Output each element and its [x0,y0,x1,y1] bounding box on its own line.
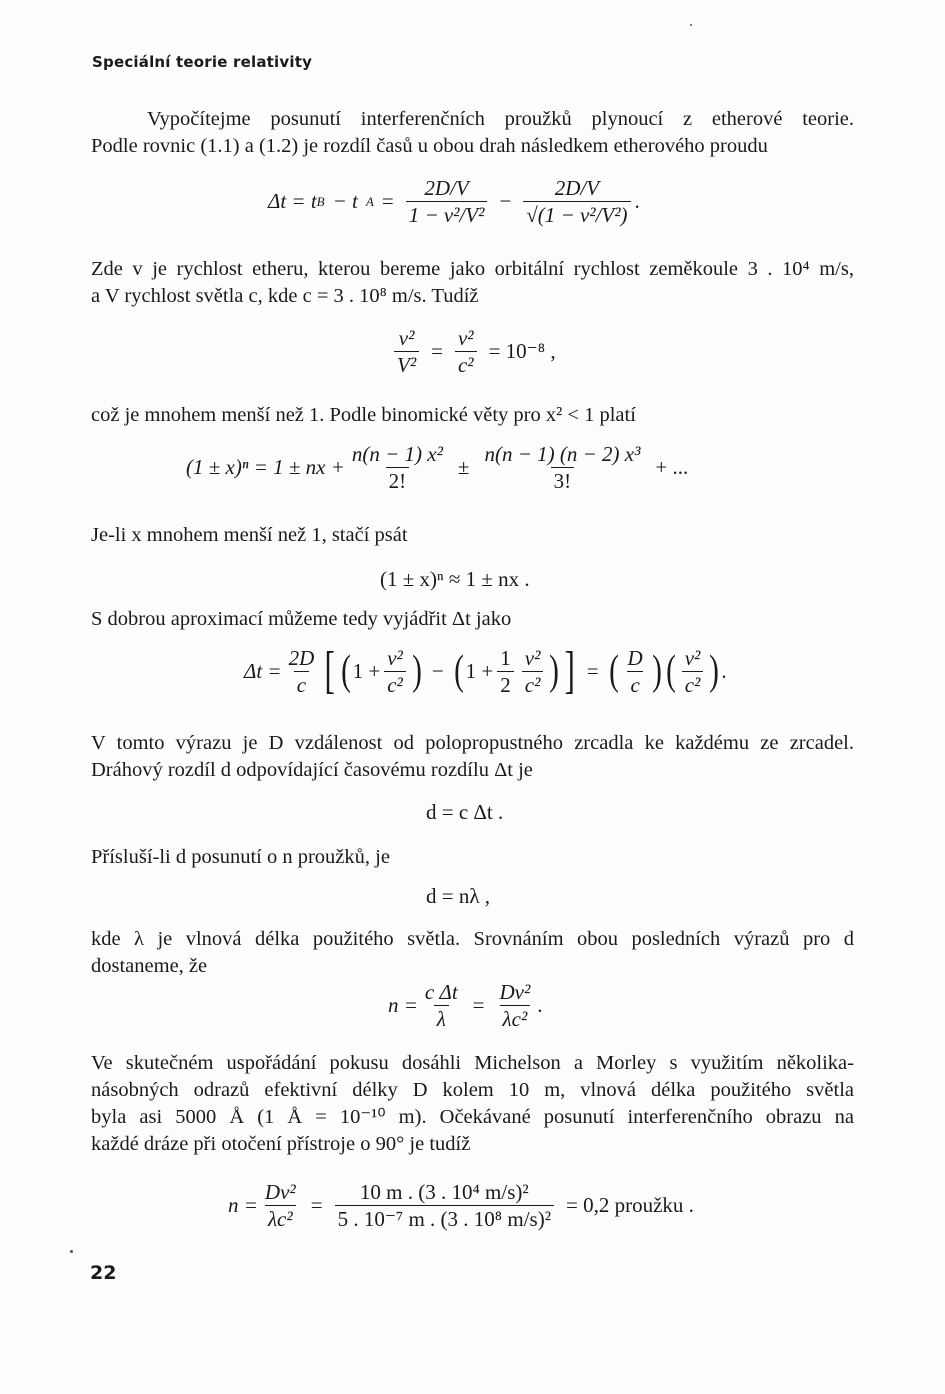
numerator: n(n − 1) (n − 2) x³ [484,442,641,466]
denominator: √(1 − v²/V²) [523,201,630,227]
right-bracket: ] [564,642,576,699]
text-line: Přísluší-li d posunutí o n proužků, je [91,846,390,868]
eq-term: + ... [655,455,689,479]
numerator: Dv² [264,1180,296,1204]
denominator: c² [522,671,544,697]
paragraph-fringes [91,844,854,871]
numerator: 2D/V [424,176,469,200]
eq-term: = 0,2 proužku . [566,1193,694,1217]
denominator: λc² [500,1005,531,1031]
denominator: 1 − v²/V² [406,201,488,227]
running-header: Speciální teorie relativity [92,53,313,71]
eq-operator: − [499,189,512,213]
denominator: 5 . 10⁻⁷ m . (3 . 10⁸ m/s)² [335,1205,554,1231]
denominator: λ [434,1005,449,1031]
numerator: v² [457,326,474,350]
paragraph-intro [91,106,854,160]
left-paren: ( [340,648,351,694]
numerator: D [627,645,643,670]
text-line: Podle rovnic (1.1) a (1.2) je rozdíl časů u obou drah následkem etherového proudu [91,135,768,157]
denominator: 3! [551,467,575,493]
text-line: S dobrou aproximací můžeme tedy vyjádřit Δt jako [91,608,512,630]
equation-delta-t-approx [244,642,727,699]
paragraph-ether-speed [91,256,854,310]
eq-term: n = [388,993,418,1017]
numerator: c Δt [424,980,458,1004]
numerator: 2D [288,645,315,670]
eq-term: n = [228,1193,258,1217]
left-bracket: [ [324,642,336,699]
equation-final [228,1180,702,1231]
equation-ratio [390,326,564,377]
text-span: Vypočítejme posunutí interferenčních proužků plynoucí z etherové teorie. [147,108,854,130]
text-line: což je mnohem menší než 1. Podle binomické věty pro x² < 1 platí [91,404,636,426]
text-line: kde λ je vlnová délka použitého světla. Srovnáním obou posledních výrazů pro d [91,928,854,950]
paragraph-wavelength [91,926,854,980]
eq-term: (1 ± x)ⁿ = 1 ± nx + [186,455,345,479]
eq-term: 1 + [352,658,381,683]
left-paren: ( [665,648,676,694]
fraction [286,646,318,697]
fraction [497,646,514,697]
equation-path-difference [426,800,503,825]
eq-operator: − [431,658,444,683]
eq-operator: = [586,658,599,683]
scan-speck [690,24,692,26]
eq-end: . [634,189,640,213]
fraction [682,646,704,697]
eq-operator: = [431,339,443,363]
eq-term: d = c Δt . [426,800,504,824]
fraction [625,646,646,697]
text-line: Zde v je rychlost etheru, kterou bereme jako orbitální rychlost zeměkoule 3 . 10⁴ m/s, [91,258,854,280]
eq-operator: = [310,1193,323,1217]
denominator: c [627,671,642,697]
equation-binomial [186,442,696,493]
numerator: Dv² [499,980,531,1004]
equation-delta-t: Δt = t B − t A = $\frac{2D/V}{\text{1 − v²/V²}}$ − $\frac{2D/V}{\text{√(1 − v²/V²)}}$ . [268,176,640,227]
left-paren: ( [453,648,464,694]
eq-term: d = nλ , [426,884,491,908]
right-paren: ) [709,648,720,694]
numerator: v² [398,326,415,350]
numerator: 10 m . (3 . 10⁴ m/s)² [359,1180,529,1204]
eq-operator: ± [457,455,470,479]
equation-n [388,980,543,1031]
text-line: a V rychlost světla c, kde c = 3 . 10⁸ m/s. Tudíž [91,285,479,307]
numerator: 1 [500,645,511,670]
scan-speck [70,1250,73,1253]
eq-term: − t [332,189,358,213]
fraction [481,442,643,493]
eq-term: (1 ± x)ⁿ ≈ 1 ± nx . [380,567,530,591]
eq-end: . [721,658,727,683]
equation-approx [380,567,530,592]
fraction [262,1180,299,1231]
numerator: v² [387,645,403,670]
denominator: λc² [265,1205,296,1231]
right-paren: ) [651,648,662,694]
eq-term: Δt = [244,658,282,683]
numerator: v² [684,645,701,670]
text-line: Je-li x mnohem menší než 1, stačí psát [91,524,408,546]
fraction [497,980,534,1031]
paragraph-distance [91,730,854,784]
denominator: c² [384,671,406,697]
text-line: násobných odrazů efektivní délky D kolem 10 m, vlnová délka použitého světla [91,1079,854,1101]
eq-operator: = [381,189,394,213]
denominator: V² [394,351,419,377]
text-line: Ve skutečném uspořádání pokusu dosáhli Michelson a Morley s využitím několika- [91,1052,854,1074]
denominator: c² [455,351,477,377]
right-paren: ) [549,648,560,694]
paragraph-approximation [91,606,854,633]
left-paren: ( [608,648,619,694]
fraction [522,646,544,697]
text-line: byla asi 5000 Å (1 Å = 10⁻¹⁰ m). Očekávané posunutí interferenčního obrazu na [91,1106,854,1128]
equation-n-lambda [426,884,490,909]
fraction [349,442,446,493]
fraction [384,646,406,697]
denominator: 2 [497,671,514,697]
text-line: V tomto výrazu je D vzdálenost od polopropustného zrcadla ke každému ze zrcadel. [91,732,854,754]
numerator: 2D/V [554,176,600,200]
text-line [91,106,854,133]
eq-operator: = [472,993,485,1017]
paragraph-binomial [91,402,854,429]
page-number: 22 [90,1262,117,1284]
fraction [394,326,419,377]
eq-term: Δt = t [268,189,317,213]
paragraph-small-x [91,522,854,549]
denominator: c² [682,671,704,697]
right-paren: ) [411,648,422,694]
text-line: Dráhový rozdíl d odpovídající časovému rozdílu Δt je [91,759,533,781]
numerator: n(n − 1) x² [351,442,443,466]
denominator: c [294,671,309,697]
fraction [406,176,488,227]
eq-term: 1 + [465,658,494,683]
fraction [523,176,630,227]
numerator: v² [524,645,541,670]
fraction [335,1180,554,1231]
fraction [422,980,461,1031]
text-line: každé dráze při otočení přístroje o 90° je tudíž [91,1133,471,1155]
paragraph-experiment [91,1050,854,1158]
eq-end: . [537,993,543,1017]
text-line: dostaneme, že [91,955,208,977]
fraction [455,326,477,377]
denominator: 2! [386,467,410,493]
eq-term: = 10⁻⁸ , [488,339,556,363]
